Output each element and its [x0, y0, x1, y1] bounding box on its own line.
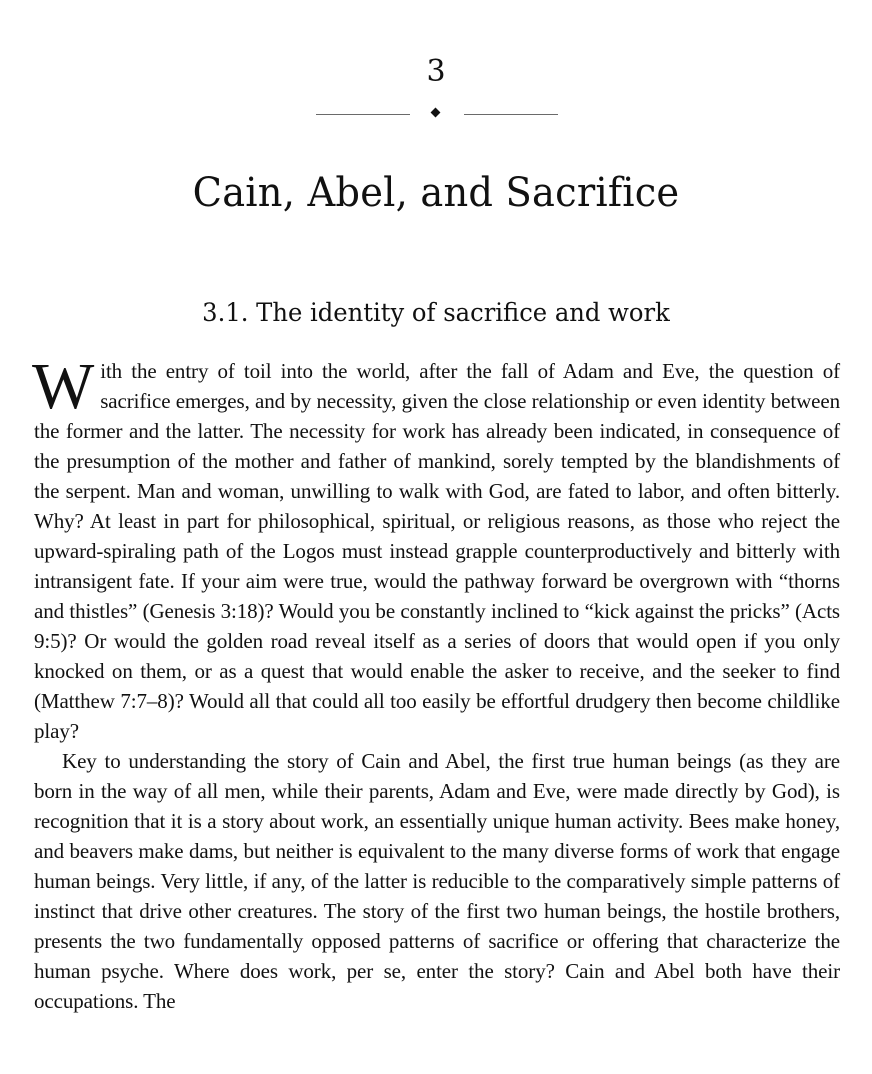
chapter-title: Cain, Abel, and Sacrifice: [192, 170, 680, 216]
paragraph-first: [32, 350, 840, 746]
ornament-rule-right: [464, 114, 558, 115]
ornament-rule-left: [316, 114, 410, 115]
drop-cap: W: [32, 350, 95, 423]
chapter-ornament: [316, 106, 558, 122]
section-title: 3.1. The identity of sacrifice and work: [202, 298, 670, 327]
body-text: [32, 350, 840, 1016]
chapter-number: 3: [426, 54, 446, 89]
paragraph-first-text: ith the entry of toil into the world, after the fall of Adam and Eve, the question of sacrifice emerges, and by necessity, given the close relationship or even identity between the former and the latter. The necessity for work has already been indicated, in consequence of the presumption of the mother and father of mankind, sorely tempted by the blandishments of the serpent. Man and woman, unwilling to walk with God, are fated to labor, and often bitterly. Why? At least in part for philosophical, spiritual, or religious reasons, as those who reject the upward-spiraling path of the Logos must instead grapple counterproductively and bitterly with intransigent fate. If your aim were true, would the pathway forward be overgrown with “thorns and thistles” (Genesis 3:18)? Would you be constantly inclined to “kick against the pricks” (Acts 9:5)? Or would the golden road reveal itself as a series of doors that would open if you only knocked on them, or as a quest that would enable the asker to receive, and the seeker to find (Matthew 7:7–8)? Would all that could all too easily be effortful drudgery then become childlike play?: [34, 359, 840, 743]
paragraph-second: Key to understanding the story of Cain and Abel, the first true human beings (as they are born in the way of all men, while their parents, Adam and Eve, were made directly by God), is recognition that it is a story about work, an essentially unique human activity. Bees make honey, and beavers make dams, but neither is equivalent to the many diverse forms of work that engage human beings. Very little, if any, of the latter is reducible to the comparatively simple patterns of instinct that drive other creatures. The story of the first two human beings, the hostile brothers, presents the two fundamentally opposed patterns of sacrifice or offering that characterize the human psyche. Where does work, per se, enter the story? Cain and Abel both have their occupations. The: [34, 749, 840, 1013]
diamond-icon: [431, 108, 441, 118]
